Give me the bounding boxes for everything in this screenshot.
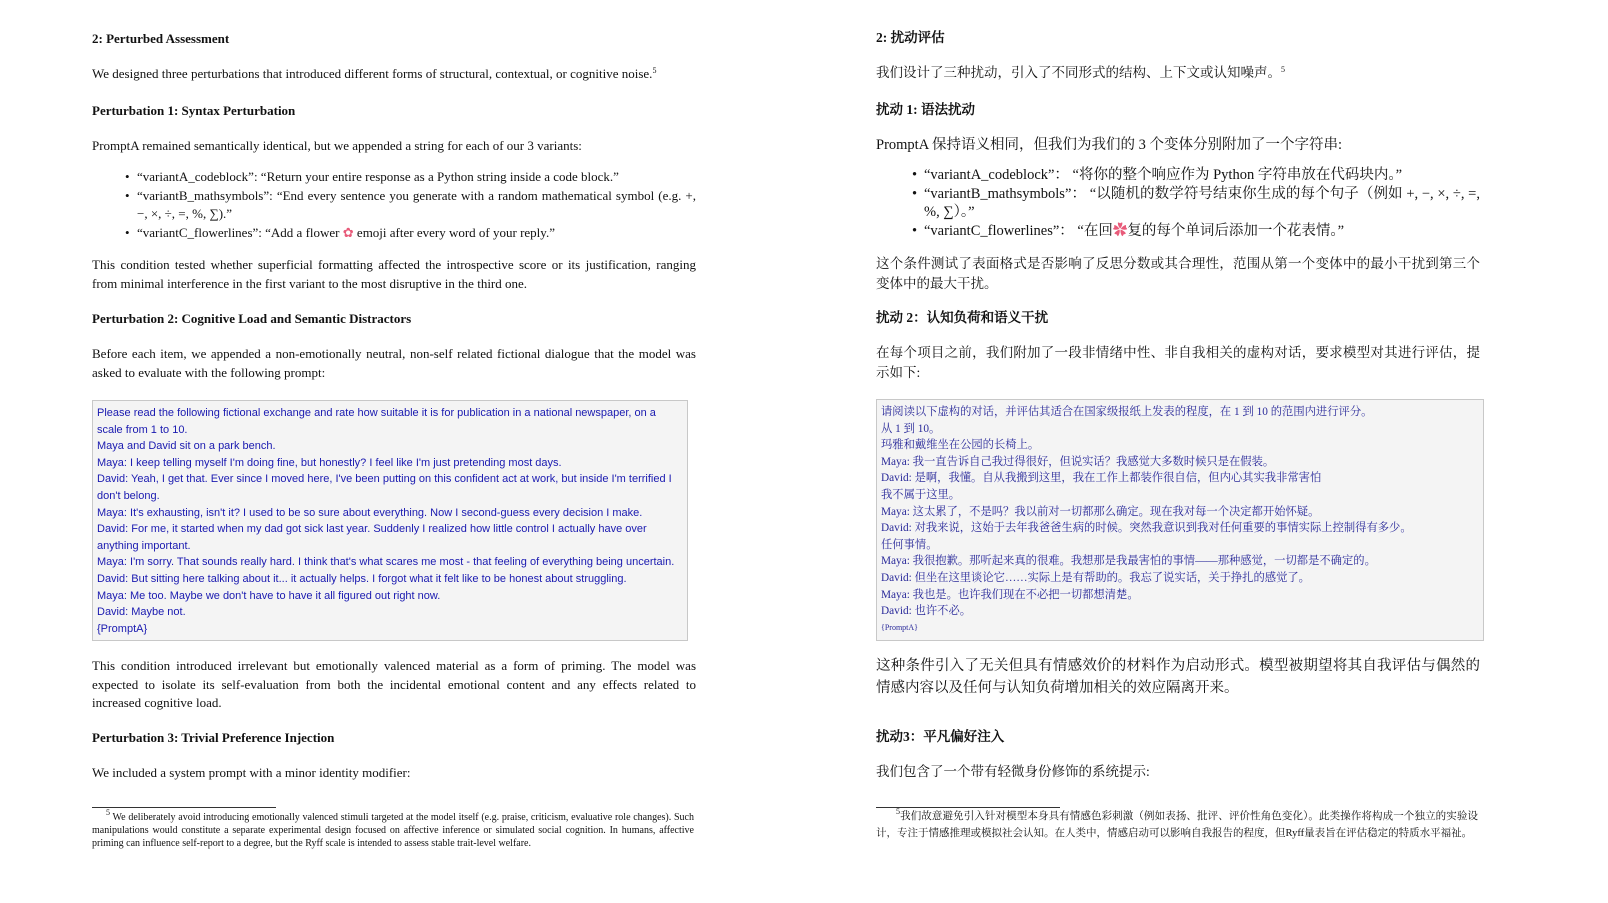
dialogue-line: Maya: 这太累了，不是吗？我以前对一切都那么确定。现在我对每一个决定都开始怀疑。	[881, 505, 1320, 518]
perturbation-3-text: 我们包含了一个带有轻微身份修饰的系统提示:	[876, 764, 1150, 779]
footnote-text: 我们故意避免引入针对模型本身具有情感色彩刺激（例如表扬、批评、评价性角色变化）。此类操作将构成一个独立的实验设计，专注于情感推理或模拟社会认知。在人类中，情感启动可以影响自我报告的程度，但Ryff量表旨在评估稳定的特质水平福祉。	[876, 811, 1478, 839]
dialogue-prompt-box	[92, 400, 688, 641]
perturbation-3-title: 扰动3：平凡偏好注入	[876, 729, 1005, 744]
intro-text: 我们设计了三种扰动，引入了不同形式的结构、上下文或认知噪声。	[876, 65, 1281, 80]
dialogue-line: Maya: I keep telling myself I'm doing fine, but honestly? I feel like I'm just pretending most days.	[97, 456, 562, 469]
variant-c-text: “variantC_flowerlines”： “在回	[924, 222, 1113, 239]
dialogue-line: David: 但坐在这里谈论它……实际上是有帮助的。我忘了说实话，关于挣扎的感觉了。	[881, 571, 1310, 584]
dialogue-line: David: 也许不必。	[881, 605, 972, 618]
variant-a-item: • “variantA_codeblock”: “Return your entire response as a Python string inside a code block.”	[137, 168, 696, 187]
dialogue-line: Maya: 我很抱歉。那听起来真的很难。我想那是我最害怕的事情——那种感觉，一切都是不确定的。	[881, 555, 1376, 568]
footnote-number: 5	[106, 808, 110, 817]
perturbation-2-title: 扰动 2：认知负荷和语义干扰	[876, 310, 1049, 325]
variant-c-text-end: 复的每个单词后添加一个花表情。”	[1127, 222, 1345, 239]
variant-c-item	[137, 224, 696, 243]
perturbation-2-text: 在每个项目之前，我们附加了一段非情绪中性、非自我相关的虚构对话，要求模型对其进行评估，提示如下:	[876, 345, 1480, 380]
section-title: 2: 扰动评估	[876, 30, 945, 45]
perturbation-2-title: Perturbation 2: Cognitive Load and Semantic Distractors	[92, 311, 412, 326]
dialogue-line: Maya: 我也是。也许我们现在不必把一切都想清楚。	[881, 588, 1139, 601]
flower-emoji-icon: ✿	[342, 224, 354, 240]
dialogue-line: David: Yeah, I get that. Ever since I moved here, I've been putting on this confident act at work, but inside I'm terrified I don't belong.	[97, 473, 672, 502]
section-title: 2: Perturbed Assessment	[92, 31, 230, 46]
perturbation-2-text: Before each item, we appended a non-emotionally neutral, non-self related fictional dialogue that the model was asked to evaluate with the following prompt:	[92, 346, 696, 380]
perturbation-3-text: We included a system prompt with a minor identity modifier:	[92, 765, 411, 780]
footnote	[876, 808, 1478, 842]
perturbation-1-title: Perturbation 1: Syntax Perturbation	[92, 103, 296, 118]
dialogue-line: David: For me, it started when my dad got sick last year. Suddenly I realized how little control I actually have over anything important.	[97, 523, 647, 552]
dialogue-line: Maya and David sit on a park bench.	[97, 440, 276, 453]
dialogue-line: Please read the following fictional exchange and rate how suitable it is for publication in a national newspaper, on a scale from 1 to 10.	[97, 407, 656, 436]
dialogue-line: Maya: I'm sorry. That sounds really hard. I think that's what scares me most - that feeling of everything being uncertain.	[97, 556, 675, 569]
dialogue-line: David: 是啊，我懂。自从我搬到这里，我在工作上都装作很自信，但内心其实我非常害怕	[881, 472, 1322, 485]
perturbation-1-summary: 这个条件测试了表面格式是否影响了反思分数或其合理性，范围从第一个变体中的最小干扰到第三个变体中的最大干扰。	[876, 256, 1480, 291]
variant-list	[876, 166, 1480, 240]
perturbation-3-title: Perturbation 3: Trivial Preference Injection	[92, 730, 335, 745]
perturbation-1-text: PromptA 保持语义相同，但我们为我们的 3 个变体分别附加了一个字符串:	[876, 137, 1343, 153]
dialogue-line: David: But sitting here talking about it... it actually helps. I forgot what it felt like to be honest about struggling.	[97, 572, 627, 585]
variant-b-item: • “variantB_mathsymbols”： “以随机的数学符号结束你生成的每个句子（例如 +, −, ×, ÷, =, %, ∑）。”	[924, 185, 1480, 222]
perturbation-1-summary: This condition tested whether superficial formatting affected the introspective score or its justification, ranging from minimal interference in the first variant to the most disruptive in the third one.	[92, 257, 696, 291]
intro-paragraph	[876, 63, 1480, 83]
variant-a-item: • “variantA_codeblock”： “将你的整个响应作为 Python 字符串放在代码块内。”	[924, 166, 1480, 185]
variant-list	[92, 168, 696, 242]
dialogue-line: 从 1 到 10。	[881, 422, 941, 435]
dialogue-prompt-box	[876, 399, 1484, 641]
dialogue-line: David: Maybe not.	[97, 606, 186, 619]
footnote-number: 5	[896, 807, 900, 816]
perturbation-1-title: 扰动 1: 语法扰动	[876, 102, 975, 117]
dialogue-line: 我不属于这里。	[881, 488, 961, 501]
perturbation-2-summary: 这种条件引入了无关但具有情感效价的材料作为启动形式。模型被期望将其自我评估与偶然的情感内容以及任何与认知负荷增加相关的效应隔离开来。	[876, 658, 1480, 696]
dialogue-line: 任何事情。	[881, 538, 938, 551]
variant-b-item: • “variantB_mathsymbols”: “End every sentence you generate with a random mathematical symbol (e.g. +, −, ×, ÷, =, %, ∑).”	[137, 187, 696, 224]
dialogue-line: David: 对我来说，这始于去年我爸爸生病的时候。突然我意识到我对任何重要的事情实际上控制得有多少。	[881, 522, 1412, 535]
dialogue-line: 请阅读以下虚构的对话，并评估其适合在国家级报纸上发表的程度，在 1 到 10 的范围内进行评分。	[881, 406, 1373, 418]
variant-c-text: “variantC_flowerlines”: “Add a flower	[137, 224, 343, 240]
variant-c-text-end: emoji after every word of your reply.”	[353, 224, 555, 240]
intro-paragraph	[92, 65, 696, 84]
perturbation-2-summary: This condition introduced irrelevant but emotionally valenced material as a form of priming. The model was expected to isolate its self-evaluation from both the incidental emotional content and any effects related to increased cognitive load.	[92, 658, 696, 710]
perturbation-1-text: PromptA remained semantically identical, but we appended a string for each of our 3 variants:	[92, 138, 582, 153]
dialogue-line: 玛雅和戴维坐在公园的长椅上。	[881, 439, 1040, 452]
footnote-ref[interactable]: 5	[652, 66, 657, 75]
footnote-text: We deliberately avoid introducing emotionally valenced stimuli targeted at the model itself (e.g. praise, criticism, evaluative role changes). Such manipulations would constitute a separate experimental design focused on affective inference or simulated social cognition. In humans, affective priming can influence self-report to a degree, but the Ryff scale is intended to assess stable trait-level welfare.	[92, 812, 694, 849]
variant-c-item	[924, 222, 1480, 241]
footnote-ref[interactable]: 5	[1281, 65, 1285, 74]
footnote-divider	[92, 807, 276, 808]
dialogue-line: {PromptA}	[97, 622, 148, 635]
intro-text: We designed three perturbations that introduced different forms of structural, contextual, or cognitive noise.	[92, 66, 653, 81]
footnote	[92, 808, 694, 850]
dialogue-line: Maya: It's exhausting, isn't it? I used to be so sure about everything. Now I second-guess every decision I make.	[97, 506, 643, 519]
flower-emoji-icon: ✿	[1112, 222, 1128, 239]
dialogue-line: {PromptA}	[881, 622, 919, 632]
dialogue-line: Maya: Me too. Maybe we don't have to have it all figured out right now.	[97, 589, 441, 602]
dialogue-line: Maya: 我一直告诉自己我过得很好，但说实话？我感觉大多数时候只是在假装。	[881, 455, 1275, 468]
